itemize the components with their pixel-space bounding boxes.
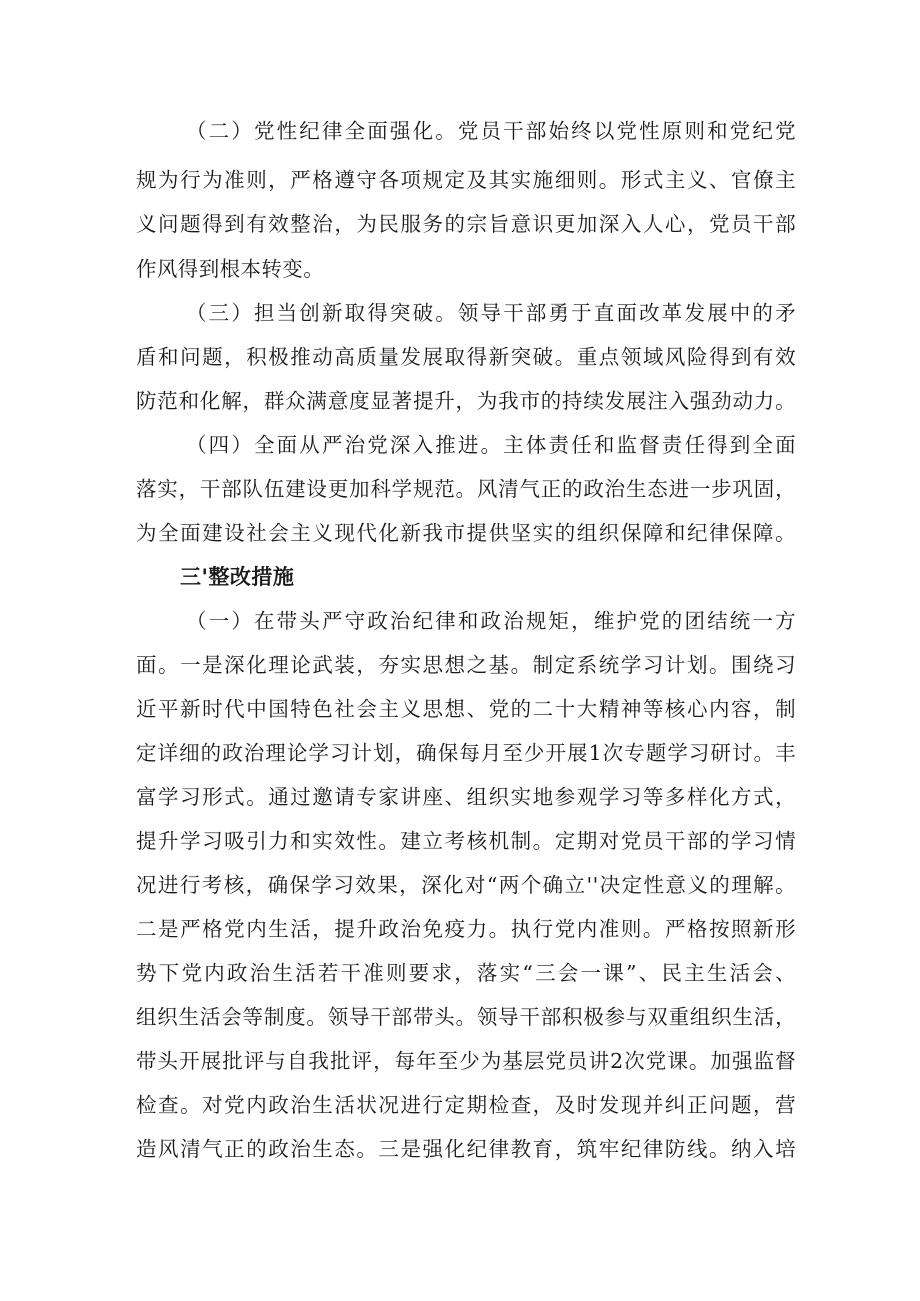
text-line: 富学习形式。通过邀请专家讲座、组织实地参观学习等多样化方式， <box>136 785 796 809</box>
text-line: 定详细的政治理论学习计划，确保每月至少开展1次专题学习研讨。丰 <box>136 741 796 765</box>
text-line: 规为行为准则，严格遵守各项规定及其实施细则。形式主义、官僚主 <box>136 168 796 192</box>
text-line: 义问题得到有效整治，为民服务的宗旨意识更加深入人心，党员干部 <box>136 212 796 236</box>
text-line: （四）全面从严治党深入推进。主体责任和监督责任得到全面 <box>186 433 796 457</box>
text-line: 组织生活会等制度。领导干部带头。领导干部积极参与双重组织生活， <box>136 1005 796 1029</box>
text-line: 二是严格党内生活，提升政治免疫力。执行党内准则。严格按照新形 <box>136 917 796 941</box>
text-line: 防范和化解，群众满意度显著提升，为我市的持续发展注入强劲动力。 <box>136 389 796 413</box>
text-line: 提升学习吸引力和实效性。建立考核机制。定期对党员干部的学习情 <box>136 829 796 853</box>
text-line: 况进行考核，确保学习效果，深化对“两个确立''决定性意义的理解。 <box>136 873 796 897</box>
text-line: （二）党性纪律全面强化。党员干部始终以党性原则和党纪党 <box>186 119 796 143</box>
text-line: （三）担当创新取得突破。领导干部勇于直面改革发展中的矛 <box>186 301 796 325</box>
text-line: 近平新时代中国特色社会主义思想、党的二十大精神等核心内容，制 <box>136 697 796 721</box>
text-line: 面。一是深化理论武装，夯实思想之基。制定系统学习计划。围绕习 <box>136 653 796 677</box>
text-line: 为全面建设社会主义现代化新我市提供坚实的组织保障和纪律保障。 <box>136 521 796 545</box>
section-heading: 三'整改措施 <box>180 565 295 589</box>
text-line: 检查。对党内政治生活状况进行定期检查，及时发现并纠正问题，营 <box>136 1093 796 1117</box>
text-line: 盾和问题，积极推动高质量发展取得新突破。重点领域风险得到有效 <box>136 345 796 369</box>
text-line: 造风清气正的政治生态。三是强化纪律教育，筑牢纪律防线。纳入培 <box>136 1137 796 1161</box>
text-line: 落实，干部队伍建设更加科学规范。风清气正的政治生态进一步巩固， <box>136 477 796 501</box>
text-line: 作风得到根本转变。 <box>136 257 325 281</box>
text-line: 带头开展批评与自我批评，每年至少为基层党员讲2次党课。加强监督 <box>136 1049 796 1073</box>
text-line: （一）在带头严守政治纪律和政治规矩，维护党的团结统一方 <box>186 609 796 633</box>
text-line: 势下党内政治生活若干准则要求，落实“三会一课”、民主生活会、 <box>136 961 796 985</box>
